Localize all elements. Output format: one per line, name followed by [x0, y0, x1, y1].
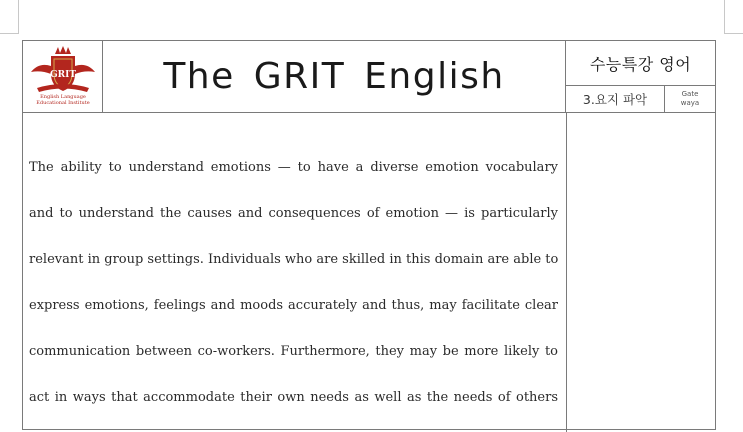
passage-line: The ability to understand emotions — to have a diverse emotion vocabulary [29, 160, 558, 175]
notes-column-divider [566, 112, 567, 432]
logo-monogram: GRIT [49, 70, 77, 80]
gate-label [665, 86, 715, 112]
logo-caption-line1: English Language [40, 94, 86, 100]
passage-line: act in ways that accommodate their own needs as well as the needs of others [29, 390, 558, 405]
page-corner-mark-right [724, 0, 743, 34]
worksheet [22, 40, 716, 430]
passage-line: express emotions, feelings and moods accurately and thus, may facilitate clear [29, 298, 558, 313]
passage-text [29, 145, 558, 421]
logo-caption-line2: Educational Institute [36, 100, 90, 106]
subject-label: 수능특강 영어 [566, 41, 715, 86]
passage-line: and to understand the causes and consequences of emotion — is particularly [29, 206, 558, 221]
unit-label: 3.요지 파악 [566, 86, 665, 112]
logo-cell [23, 41, 103, 112]
title-cell [103, 41, 566, 112]
header-divider [23, 112, 715, 113]
gate-line-1: Gate [681, 90, 699, 98]
header-info [566, 41, 715, 112]
passage-line: communication between co-workers. Furthermore, they may be more likely to [29, 344, 558, 359]
page-title: The GRIT English [163, 56, 505, 97]
passage-line: relevant in group settings. Individuals who are skilled in this domain are able to [29, 252, 559, 267]
page-corner-mark-left [0, 0, 19, 34]
grit-logo [27, 44, 99, 108]
gate-line-2: waya [680, 99, 700, 107]
